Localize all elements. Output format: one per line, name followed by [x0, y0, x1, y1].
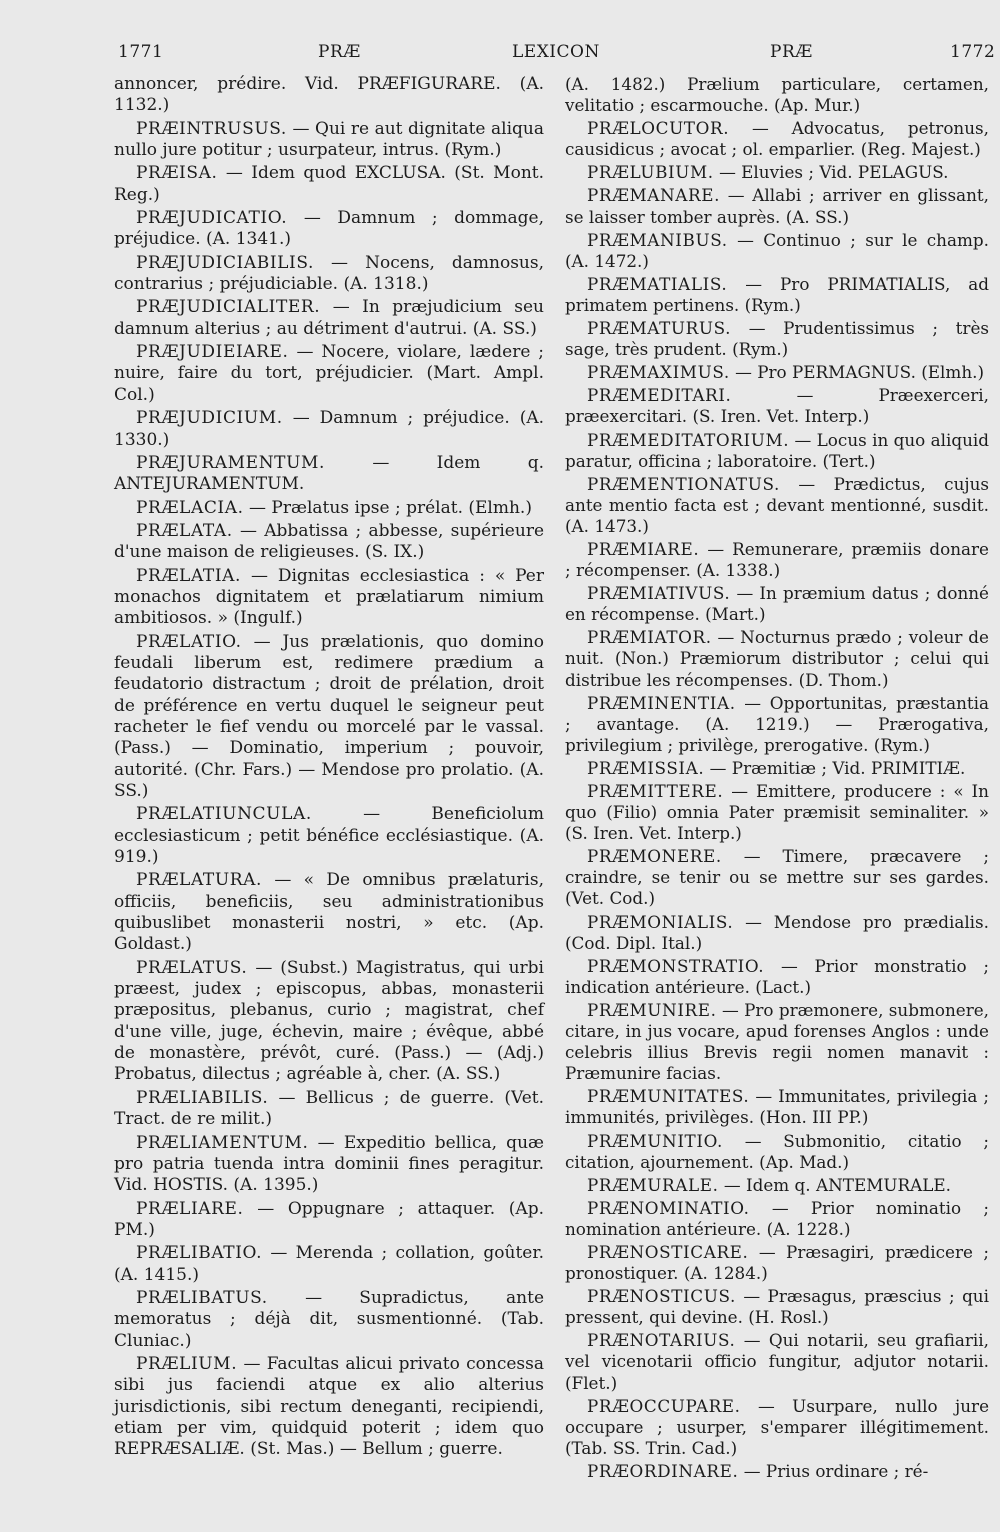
- entry-headword: PRÆLIAMENTUM.: [136, 1132, 309, 1153]
- entry-headword: PRÆLIUM.: [136, 1353, 238, 1374]
- entry-definition: annoncer, prédire. Vid. PRÆFIGURARE. (A. 1132.): [114, 74, 544, 116]
- entry-definition: — Bellicus ; de guerre. (Vet. Tract. de re milit.): [114, 1087, 544, 1130]
- entry-headword: PRÆJUDIEIARE.: [136, 342, 289, 363]
- dictionary-entry: [114, 253, 544, 296]
- entry-headword: PRÆLOCUTOR.: [587, 118, 730, 139]
- entry-definition: — In præjudicium seu damnum alterius ; au détriment d'autrui. (A. SS.): [114, 297, 544, 339]
- dictionary-entry: [565, 912, 989, 954]
- entry-definition: — Submonitio, citatio ; citation, ajournement. (Ap. Mad.): [565, 1130, 990, 1172]
- entry-headword: PRÆJUDICIALITER.: [136, 297, 321, 318]
- dictionary-entry: [114, 408, 544, 451]
- dictionary-entry: [565, 162, 989, 183]
- entry-headword: PRÆMIARE.: [587, 538, 700, 559]
- entry-headword: PRÆLATIUNCULA.: [136, 804, 312, 825]
- dictionary-entry: [114, 1199, 544, 1242]
- dictionary-entry: [565, 627, 989, 690]
- dictionary-entry: [114, 804, 544, 868]
- dictionary-entry: [565, 318, 989, 360]
- dictionary-entry: [114, 958, 544, 1086]
- dictionary-entry: [565, 1396, 989, 1459]
- entry-headword: PRÆMENTIONATUS.: [587, 473, 780, 494]
- dictionary-entry: [114, 74, 544, 117]
- entry-headword: PRÆLUBIUM.: [587, 162, 714, 183]
- entry-headword: PRÆLIABILIS.: [136, 1087, 269, 1108]
- left-column: [114, 74, 544, 1463]
- dictionary-entry: [114, 498, 544, 519]
- entry-definition: — Locus in quo aliquid paratur, officina ; laboratoire. (Tert.): [565, 429, 989, 471]
- entry-definition: — Prædictus, cujus ante mentio facta est ; devant mentionné, susdit. (A. 1473.): [565, 473, 990, 536]
- entry-definition: — Usurpare, nullo jure occupare ; usurper, s'emparer illégitimement. (Tab. SS. Trin. Cad.): [565, 1395, 989, 1458]
- dictionary-entry: [114, 1088, 544, 1131]
- dictionary-entry: [114, 632, 544, 803]
- entry-headword: PRÆLATIO.: [136, 631, 242, 652]
- dictionary-entry: [565, 1086, 989, 1128]
- entry-headword: PRÆMANIBUS.: [587, 229, 728, 250]
- entry-headword: PRÆORDINARE.: [587, 1460, 739, 1481]
- dictionary-entry: [565, 230, 989, 272]
- dictionary-entry: [114, 297, 544, 340]
- dictionary-entry: [114, 521, 544, 564]
- entry-headword: PRÆJUDICIABILIS.: [136, 252, 314, 273]
- dictionary-entry: [114, 1288, 544, 1352]
- entry-definition: — Remunerare, præmiis donare ; récompenser. (A. 1338.): [565, 538, 989, 581]
- entry-definition: — Damnum ; dommage, préjudice. (A. 1341.): [114, 208, 544, 250]
- entry-headword: PRÆLATURA.: [136, 870, 263, 891]
- entry-definition: — Idem q. ANTEMURALE.: [723, 1174, 952, 1195]
- entry-headword: PRÆLATUS.: [136, 957, 248, 978]
- dictionary-entry: [565, 781, 989, 844]
- entry-definition: — Oppugnare ; attaquer. (Ap. PM.): [114, 1198, 544, 1240]
- entry-headword: PRÆISA.: [136, 163, 218, 184]
- dictionary-entry: [565, 583, 989, 625]
- entry-definition: — Pro præmonere, submonere, citare, in jus vocare, apud forenses Anglos : unde celebris illius Brevis regii nomen manavit : Præmunire facias.: [565, 999, 989, 1084]
- entry-headword: PRÆMITTERE.: [587, 781, 724, 801]
- entry-headword: PRÆMIATIVUS.: [587, 583, 731, 604]
- dictionary-entry: [114, 1133, 544, 1197]
- entry-definition: — Prior monstratio ; indication antérieure. (Lact.): [565, 955, 989, 997]
- entry-definition: — Præsagus, præscius ; qui pressent, qui devine. (H. Rosl.): [565, 1286, 989, 1328]
- entry-definition: — Præmitiæ ; Vid. PRIMITIÆ.: [709, 757, 966, 778]
- dictionary-entry: [565, 1175, 989, 1196]
- dictionary-entry: [114, 453, 544, 496]
- entry-definition: — Opportunitas, præstantia ; avantage. (A. 1219.) — Prærogativa, privilegium ; privilège, prerogative. (Rym.): [565, 692, 989, 755]
- dictionary-entry: [565, 185, 989, 227]
- right-column: [565, 74, 989, 1484]
- entry-definition: — Timere, præcavere ; craindre, se tenir ou se mettre sur ses gardes. (Vet. Cod.): [565, 846, 989, 909]
- entry-headword: PRÆLATIA.: [136, 565, 242, 586]
- entry-definition: — Supradictus, ante memoratus ; déjà dit, susmentionné. (Tab. Cluniac.): [114, 1287, 545, 1351]
- entry-definition: — Dignitas ecclesiastica : « Per monachos dignitatem et prælatiarum nimium ambitiosos. » (Ingulf.): [114, 565, 544, 629]
- entry-definition: — Nocere, violare, lædere ; nuire, faire du tort, préjudicier. (Mart. Ampl. Col.): [114, 342, 544, 405]
- dictionary-entry: [565, 693, 989, 756]
- entry-headword: PRÆNOSTICARE.: [587, 1241, 749, 1262]
- entry-definition: — Prælatus ipse ; prélat. (Elmh.): [249, 497, 532, 518]
- entry-definition: (A. 1482.) Prælium particulare, certamen, velitatio ; escarmouche. (Ap. Mur.): [565, 74, 989, 116]
- dictionary-entry: [565, 118, 989, 160]
- entry-headword: PRÆLATA.: [136, 520, 233, 541]
- entry-definition: — Continuo ; sur le champ. (A. 1472.): [565, 229, 989, 271]
- entry-headword: PRÆNOMINATIO.: [587, 1197, 750, 1218]
- entry-headword: PRÆMURALE.: [587, 1174, 719, 1195]
- entry-headword: PRÆLIARE.: [136, 1198, 244, 1219]
- entry-headword: PRÆMEDITATORIUM.: [587, 429, 790, 450]
- dictionary-entry: [565, 474, 989, 537]
- entry-headword: PRÆMUNITATES.: [587, 1086, 750, 1107]
- entry-definition: — Præexerceri, præexercitari. (S. Iren. Vet. Interp.): [565, 385, 989, 427]
- entry-headword: PRÆMIATOR.: [587, 627, 712, 648]
- entry-headword: PRÆMONIALIS.: [587, 911, 734, 932]
- entry-definition: — Qui re aut dignitate aliqua nullo jure potitur ; usurpateur, intrus. (Rym.): [114, 118, 545, 161]
- entry-definition: — Abbatissa ; abbesse, supérieure d'une maison de religieuses. (S. IX.): [114, 520, 545, 563]
- right-guide-word: PRÆ: [770, 42, 813, 62]
- entry-headword: PRÆMUNITIO.: [587, 1130, 723, 1151]
- entry-definition: — Emittere, producere : « In quo (Filio) omnia Pater præmisit seminaliter. » (S. Iren. Vet. Interp.): [565, 781, 989, 844]
- entry-headword: PRÆMANARE.: [587, 185, 721, 206]
- entry-definition: — Immunitates, privilegia ; immunités, privilèges. (Hon. III PP.): [565, 1086, 989, 1128]
- dictionary-entry: [565, 1286, 989, 1328]
- entry-definition: — Advocatus, petronus, causidicus ; avocat ; ol. emparlier. (Reg. Majest.): [565, 118, 989, 160]
- dictionary-entry: [565, 846, 989, 909]
- dictionary-entry: [565, 1461, 989, 1482]
- entry-headword: PRÆLIBATIO.: [136, 1243, 263, 1264]
- entry-definition: — In præmium datus ; donné en récompense. (Mart.): [565, 583, 989, 625]
- dictionary-entry: [565, 74, 989, 116]
- dictionary-entry: [565, 1198, 989, 1240]
- entry-definition: — Prior nominatio ; nomination antérieure. (A. 1228.): [565, 1197, 989, 1239]
- running-header: [0, 42, 1000, 72]
- dictionary-entry: [114, 208, 544, 251]
- entry-headword: PRÆMISSIA.: [587, 757, 705, 778]
- entry-headword: PRÆMAXIMUS.: [587, 362, 730, 383]
- entry-headword: PRÆLIBATUS.: [136, 1287, 268, 1308]
- dictionary-entry: [114, 342, 544, 406]
- entry-definition: — Facultas alicui privato concessa sibi jus faciendi atque ex alio alterius jurisdictionis, sibi rectum deneganti, recipiendi, etiam per vim, quidquid poterit ; idem quo REPRÆSALIÆ. (St. Mas.) — Bellum ; guerre.: [114, 1353, 544, 1460]
- entry-headword: PRÆINTRUSUS.: [136, 118, 287, 139]
- entry-headword: PRÆJURAMENTUM.: [136, 452, 326, 473]
- right-page-number: 1772: [950, 42, 996, 62]
- running-title: LEXICON: [512, 42, 600, 62]
- dictionary-entry: [114, 119, 544, 162]
- entry-definition: — Prius ordinare ; ré-: [743, 1460, 929, 1481]
- dictionary-entry: [565, 362, 989, 383]
- entry-definition: — Pro PRIMATIALIS, ad primatem pertinens. (Rym.): [565, 273, 989, 315]
- entry-definition: — (Subst.) Magistratus, qui urbi præest, judex ; episcopus, abbas, monasterii præpositus, plebanus, curio ; magistrat, chef d'une ville, juge, échevin, maire ; évêque, abbé de monastère, prévôt, curé. (Pass.) — (Adj.) Probatus, dilectus ; agréable à, cher. (A. SS.): [114, 957, 544, 1085]
- dictionary-entry: [565, 956, 989, 998]
- entry-headword: PRÆJUDICIUM.: [136, 408, 283, 429]
- dictionary-entry: [114, 566, 544, 630]
- entry-headword: PRÆMUNIRE.: [587, 999, 717, 1020]
- entry-definition: — Idem q. ANTEJURAMENTUM.: [114, 452, 544, 495]
- entry-definition: — Qui notarii, seu grafiarii, vel vicenotarii officio fungitur, adjutor notarii. (Flet.): [565, 1330, 989, 1393]
- dictionary-entry: [114, 1354, 544, 1461]
- dictionary-entry: [114, 163, 544, 206]
- dictionary-entry: [565, 430, 989, 472]
- entry-headword: PRÆMATIALIS.: [587, 273, 728, 294]
- dictionary-entry: [114, 870, 544, 955]
- entry-definition: — Merenda ; collation, goûter. (A. 1415.): [114, 1243, 544, 1285]
- entry-definition: — Nocens, damnosus, contrarius ; préjudiciable. (A. 1318.): [114, 252, 545, 295]
- entry-headword: PRÆMONSTRATIO.: [587, 955, 765, 976]
- entry-definition: — Eluvies ; Vid. PELAGUS.: [719, 162, 949, 183]
- entry-definition: — Prudentissimus ; très sage, très prudent. (Rym.): [565, 318, 989, 360]
- entry-definition: — Damnum ; préjudice. (A. 1330.): [114, 408, 545, 450]
- dictionary-entry: [565, 385, 989, 427]
- dictionary-entry: [114, 1243, 544, 1286]
- entry-definition: — Allabi ; arriver en glissant, se laisser tomber auprès. (A. SS.): [565, 185, 989, 227]
- entry-definition: — Expeditio bellica, quæ pro patria tuenda intra dominii fines peragitur. Vid. HOSTIS. (A. 1395.): [114, 1132, 544, 1196]
- dictionary-entry: [565, 758, 989, 779]
- entry-definition: — Nocturnus prædo ; voleur de nuit. (Non.) Præmiorum distributor ; celui qui distribue les récompenses. (D. Thom.): [565, 627, 989, 690]
- entry-headword: PRÆNOTARIUS.: [587, 1330, 736, 1351]
- dictionary-entry: [565, 1242, 989, 1284]
- entry-definition: — Præsagiri, prædicere ; pronostiquer. (A. 1284.): [565, 1241, 989, 1284]
- entry-definition: — Jus prælationis, quo domino feudali liberum est, redimere prædium a feudatorio distractum ; droit de prélation, droit de préférence en vertu duquel le seigneur peut racheter le fief vendu ou morcelé par le vassal. (Pass.) — Dominatio, imperium ; pouvoir, autorité. (Chr. Fars.) — Mendose pro prolatio. (A. SS.): [114, 631, 545, 801]
- entry-headword: PRÆMATURUS.: [587, 318, 732, 339]
- left-guide-word: PRÆ: [318, 42, 361, 62]
- dictionary-entry: [565, 539, 989, 581]
- dictionary-entry: [565, 274, 989, 316]
- entry-definition: — « De omnibus prælaturis, officiis, beneficiis, seu administrationibus quibuslibet monasterii nostri, » etc. (Ap. Goldast.): [114, 870, 544, 955]
- dictionary-entry: [565, 1000, 989, 1084]
- entry-definition: — Pro PERMAGNUS. (Elmh.): [735, 362, 985, 383]
- entry-headword: PRÆOCCUPARE.: [587, 1395, 741, 1416]
- left-page-number: 1771: [118, 42, 164, 62]
- entry-headword: PRÆMEDITARI.: [587, 385, 732, 406]
- entry-headword: PRÆLACIA.: [136, 497, 244, 518]
- entry-headword: PRÆMONERE.: [587, 846, 722, 867]
- entry-headword: PRÆNOSTICUS.: [587, 1286, 736, 1307]
- entry-definition: — Idem quod EXCLUSA. (St. Mont. Reg.): [114, 163, 544, 205]
- entry-headword: PRÆJUDICATIO.: [136, 208, 288, 229]
- entry-definition: — Mendose pro prædialis. (Cod. Dipl. Ital.): [565, 911, 990, 953]
- dictionary-entry: [565, 1131, 989, 1173]
- dictionary-entry: [565, 1330, 989, 1393]
- entry-headword: PRÆMINENTIA.: [587, 692, 736, 713]
- entry-definition: — Beneficiolum ecclesiasticum ; petit bénéfice ecclésiastique. (A. 919.): [114, 804, 544, 868]
